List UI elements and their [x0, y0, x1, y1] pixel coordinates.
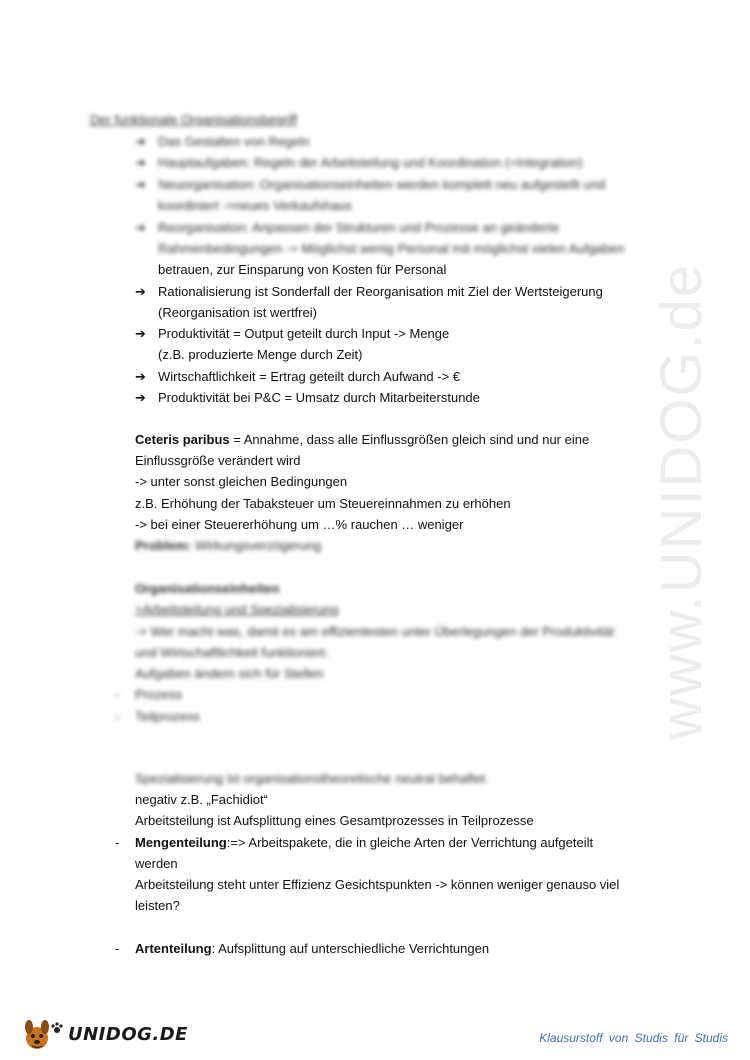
- menge-line2: Arbeitsteilung steht unter Effizienz Gesichtspunkten -> können weniger genauso viel: [135, 877, 620, 892]
- dash-bullet: -: [115, 835, 120, 850]
- list-item-cont: (z.B. produzierte Menge durch Zeit): [158, 347, 363, 362]
- spez-line2: negativ z.B. „Fachidiot“: [135, 792, 268, 807]
- ceteris-def: = Annahme, dass alle Einflussgrößen gleich sind und nur eine: [229, 432, 590, 447]
- arrow-icon: ➔: [135, 134, 146, 149]
- dash-bullet: -: [115, 687, 120, 702]
- arrow-icon: ➔: [135, 369, 146, 384]
- list-item-cont: koordiniert ->neues Verkaufshaus: [158, 198, 353, 213]
- paw-icon: [50, 1021, 64, 1035]
- ceteris-term: Ceteris paribus: [135, 432, 230, 447]
- menge-line3: leisten?: [135, 898, 180, 913]
- watermark: www.UNIDOG.de: [649, 262, 714, 740]
- ceteris-line4: z.B. Erhöhung der Tabaksteuer um Steuereinnahmen zu erhöhen: [135, 496, 511, 511]
- ceteris-line5: -> bei einer Steuererhöhung um …% rauchen … weniger: [135, 517, 464, 532]
- arrow-icon: ➔: [135, 155, 146, 170]
- org-sub: >Arbeitsteilung und Spezialisierung: [135, 602, 339, 617]
- list-item: Reorganisation: Anpassen der Strukturen und Prozesse an geänderte: [158, 220, 560, 235]
- list-item: Produktivität = Output geteilt durch Input -> Menge: [158, 326, 450, 341]
- menge-line: [135, 834, 593, 852]
- org-line3: Aufgaben ändern sich für Stellen: [135, 666, 324, 681]
- dog-icon: [22, 1017, 52, 1051]
- org-dash1: Prozess: [135, 687, 182, 702]
- menge-label: Mengenteilung: [135, 835, 227, 850]
- list-item: Das Gestalten von Regeln: [158, 134, 310, 149]
- list-item: Produktivität bei P&C = Umsatz durch Mitarbeiterstunde: [158, 390, 480, 405]
- org-line2: und Wirtschaftlichkeit funktioniert.: [135, 645, 329, 660]
- org-dash2: Teilprozess: [135, 709, 201, 724]
- spez-line1: Spezialisierung ist organisationstheoretische neutral behaftet: [135, 771, 486, 786]
- ceteris-line1: [135, 431, 589, 449]
- list-item: Neuorganisation: Organisationseinheiten werden komplett neu aufgestellt und: [158, 177, 606, 192]
- unidog-logo: [22, 1014, 188, 1054]
- arten-line: [135, 940, 489, 958]
- arten-text: : Aufsplittung auf unterschiedliche Verrichtungen: [211, 941, 490, 956]
- menge-text: :=> Arbeitspakete, die in gleiche Arten der Verrichtung aufgeteilt: [226, 835, 594, 850]
- menge-cont: werden: [135, 856, 178, 871]
- arten-label: Artenteilung: [135, 941, 212, 956]
- ceteris-line3: -> unter sonst gleichen Bedingungen: [135, 474, 348, 489]
- arrow-icon: ➔: [135, 177, 146, 192]
- list-item-cont: betrauen, zur Einsparung von Kosten für Personal: [158, 262, 447, 277]
- org-line1: -> Wer macht was, damit es am effizientesten unter Überlegungen der Produktivität: [135, 624, 614, 639]
- ceteris-line2: Einflussgröße verändert wird: [135, 453, 301, 468]
- arrow-icon: ➔: [135, 390, 146, 405]
- section-heading: Der funktionale Organisationsbegriff: [90, 112, 298, 127]
- problem-label: Problem:: [135, 538, 192, 553]
- dash-bullet: -: [115, 709, 120, 724]
- footer-tagline: Klausurstoff von Studis für Studis: [539, 1031, 728, 1045]
- dash-bullet: -: [115, 941, 120, 956]
- list-item: Hauptaufgaben: Regeln der Arbeitsteilung und Koordination (=Integration): [158, 155, 583, 170]
- list-item: Rationalisierung ist Sonderfall der Reorganisation mit Ziel der Wertsteigerung: [158, 284, 603, 299]
- list-item-cont: Rahmenbedingungen -> Möglichst wenig Personal mit möglichst vielen Aufgaben: [158, 241, 625, 256]
- spez-line3: Arbeitsteilung ist Aufsplittung eines Gesamtprozesses in Teilprozesse: [135, 813, 534, 828]
- list-item: Wirtschaftlichkeit = Ertrag geteilt durch Aufwand -> €: [158, 369, 461, 384]
- list-item-cont: (Reorganisation ist wertfrei): [158, 305, 317, 320]
- problem-line: [135, 537, 321, 555]
- org-heading: Organisationseinheiten: [135, 581, 280, 596]
- arrow-icon: ➔: [135, 220, 146, 235]
- problem-text: Wirkungsverzögerung: [191, 538, 322, 553]
- logo-text: UNIDOG.DE: [68, 1023, 188, 1045]
- arrow-icon: ➔: [135, 326, 146, 341]
- arrow-icon: ➔: [135, 284, 146, 299]
